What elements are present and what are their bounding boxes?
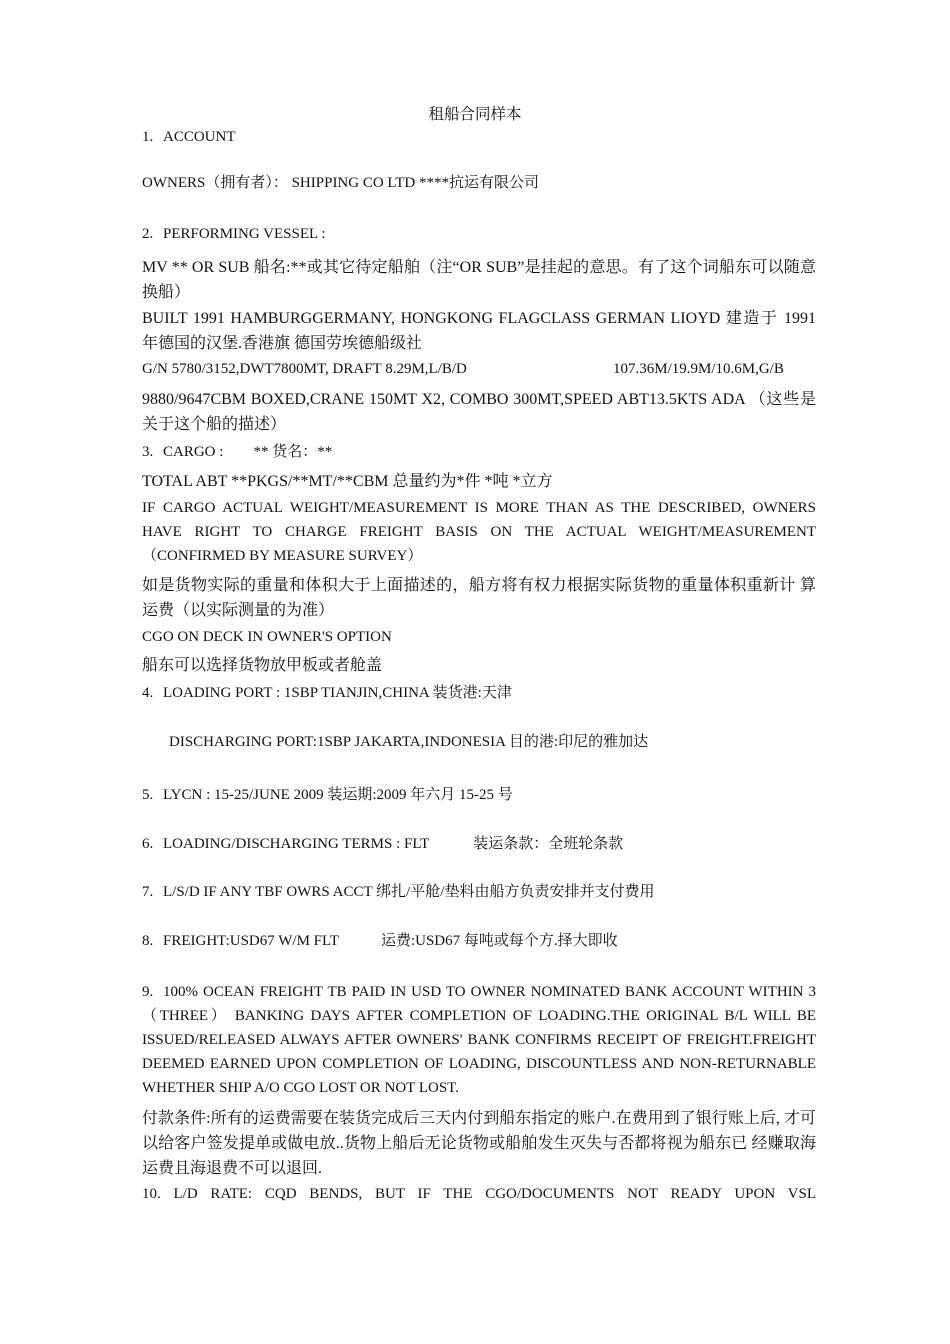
section-number: 3. (142, 444, 154, 460)
cargo-weight-clause: IF CARGO ACTUAL WEIGHT/MEASUREMENT IS MORE THAN AS THE DESCRIBED, OWNERS HAVE RIGHT TO CHARGE FREIGHT BASIS ON THE ACTUAL WEIGHT/MEASUREMENT（CONFIRMED BY MEASURE SURVEY） (142, 500, 816, 564)
cargo-total-line: TOTAL ABT **PKGS/**MT/**CBM 总量约为*件 *吨 *立方 (142, 473, 553, 490)
section-number: 9. (142, 984, 154, 1000)
payment-text-cn: 付款条件:所有的运费需要在装货完成后三天内付到船东指定的账户.在费用到了银行账上后, 才可以给客户签发提单或做电放..货物上船后无论货物或船舶发生灭失与否都将视为船东已 经赚取海运费且海退费不可以退回. (142, 1110, 816, 1177)
section-3-heading (142, 440, 816, 464)
section-number: 7. (142, 884, 154, 900)
section-number: 2. (142, 226, 154, 242)
discharging-port-line: DISCHARGING PORT:1SBP JAKARTA,INDONESIA 目的港:印尼的雅加达 (169, 734, 649, 750)
cargo-weight-clause-cn: 如是货物实际的重量和体积大于上面描述的，船方将有权力根据实际货物的重量体积重新计 算运费（以实际测量的为准） (142, 577, 816, 619)
section-5-laycan (142, 783, 816, 807)
section-title: ACCOUNT (163, 129, 236, 145)
owners-line: OWNERS（拥有者）： SHIPPING CO LTD ****抗运有限公司 (142, 175, 539, 191)
freight-text-cn: 运费:USD67 每吨或每个方.择大即收 (380, 933, 618, 949)
section-8-freight (142, 929, 816, 953)
dimensions-right: 107.36M/19.9M/10.6M,G/B (613, 361, 784, 377)
loading-port-text: LOADING PORT : 1SBP TIANJIN,CHINA 装货港:天津 (163, 685, 512, 701)
dimensions-left: G/N 5780/3152,DWT7800MT, DRAFT 8.29M,L/B/D (142, 361, 467, 377)
section-number: 1. (142, 129, 154, 145)
section-number: 6. (142, 836, 154, 852)
section-number: 10. (142, 1186, 161, 1202)
laycan-text: LYCN : 15-25/JUNE 2009 装运期:2009 年六月 15-25 号 (163, 787, 513, 803)
section-9-payment (142, 980, 816, 1100)
cargo-deck-clause: CGO ON DECK IN OWNER'S OPTION (142, 629, 392, 645)
section-10-rate (142, 1182, 816, 1206)
terms-text-cn: 装运条款：全班轮条款 (473, 836, 624, 852)
section-title: CARGO : (163, 444, 224, 460)
terms-text: LOADING/DISCHARGING TERMS : FLT (163, 836, 430, 852)
document-title: 租船合同样本 (428, 106, 522, 123)
section-1-heading (142, 125, 816, 149)
lashing-text: L/S/D IF ANY TBF OWRS ACCT 绑扎/平舱/垫料由船方负责安排并支付费用 (163, 884, 655, 900)
section-number: 4. (142, 685, 154, 701)
section-title: PERFORMING VESSEL : (163, 226, 326, 242)
freight-text: FREIGHT:USD67 W/M FLT (163, 933, 339, 949)
vessel-capacity-paragraph: 9880/9647CBM BOXED,CRANE 150MT X2, COMBO 300MT,SPEED ABT13.5KTS ADA （这些是关于这个船的描述） (142, 391, 816, 433)
vessel-name-paragraph: MV ** OR SUB 船名:**或其它待定船舶（注“OR SUB”是挂起的意思。有了这个词船东可以随意换船） (142, 259, 816, 301)
section-2-heading (142, 222, 816, 246)
section-6-terms (142, 832, 816, 856)
section-number: 8. (142, 933, 154, 949)
payment-text: 100% OCEAN FREIGHT TB PAID IN USD TO OWNER NOMINATED BANK ACCOUNT WITHIN 3 （THREE） BANKING DAYS AFTER COMPLETION OF LOADING.THE ORIGINAL B/L WILL BE ISSUED/RELEASED ALWAYS AFTER OWNERS' BANK CONFIRMS RECEIPT OF FREIGHT.FREIGHT DEEMED EARNED UPON COMPLETION OF LOADING, DISCOUNTLESS AND NON-RETURNABLE WHETHER SHIP A/O CGO LOST OR NOT LOST. (142, 984, 816, 1096)
vessel-built-paragraph: BUILT 1991 HAMBURGGERMANY, HONGKONG FLAGCLASS GERMAN LIOYD 建造于 1991 年德国的汉堡.香港旗 德国劳埃德船级社 (142, 310, 816, 352)
cargo-deck-clause-cn: 船东可以选择货物放甲板或者舱盖 (142, 657, 383, 674)
rate-text: L/D RATE: CQD BENDS, BUT IF THE CGO/DOCUMENTS NOT READY UPON VSL (173, 1186, 816, 1202)
section-7-lashing (142, 880, 816, 904)
cargo-name: ** 货名：** (253, 444, 333, 460)
section-4-loading-port (142, 681, 816, 705)
section-number: 5. (142, 787, 154, 803)
vessel-dimensions-line (142, 357, 816, 381)
